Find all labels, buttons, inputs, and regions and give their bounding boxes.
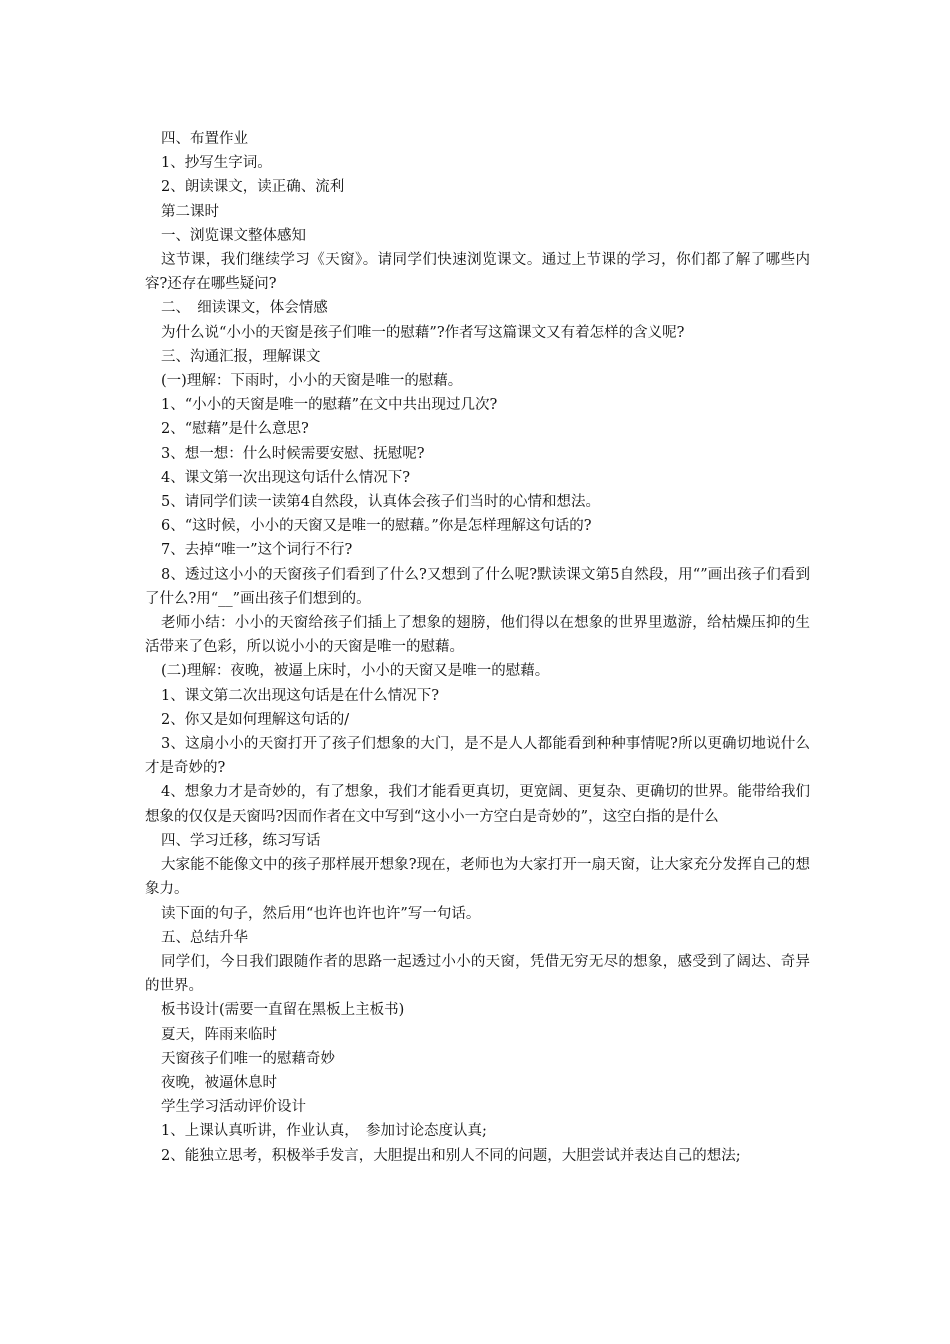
paragraph: 这节课，我们继续学习《天窗》。请同学们快速浏览课文。通过上节课的学习，你们都了解了哪些内容?还存在哪些疑问? — [145, 252, 810, 293]
paragraph: 为什么说“小小的天窗是孩子们唯一的慰藉”?作者写这篇课文又有着怎样的含义呢? — [161, 324, 685, 341]
list-item: 3、这扇小小的天窗打开了孩子们想象的大门，是不是人人都能看到种种事情呢?所以更确切地说什么才是奇妙的? — [145, 736, 810, 777]
list-item: 8、透过这小小的天窗孩子们看到了什么?又想到了什么呢?默读课文第5自然段，用“”画出孩子们看到了什么?用“__”画出孩子们想到的。 — [145, 566, 810, 607]
heading-section: 三、沟通汇报，理解课文 — [161, 348, 321, 365]
list-item: 2、能独立思考，积极举手发言，大胆提出和别人不同的问题，大胆尝试并表达自己的想法; — [161, 1147, 741, 1164]
blackboard-line: 天窗孩子们唯一的慰藉奇妙 — [161, 1050, 335, 1067]
heading-second-lesson: 第二课时 — [161, 203, 219, 220]
sub-heading: (二)理解：夜晚，被逼上床时，小小的天窗又是唯一的慰藉。 — [161, 663, 550, 680]
list-item: 1、上课认真听讲，作业认真， 参加讨论态度认真; — [161, 1123, 487, 1140]
list-item: 5、请同学们读一读第4自然段，认真体会孩子们当时的心情和想法。 — [161, 494, 600, 511]
teacher-summary: 老师小结：小小的天窗给孩子们插上了想象的翅膀，他们得以在想象的世界里遨游，给枯燥压抑的生活带来了色彩，所以说小小的天窗是唯一的慰藉。 — [145, 615, 810, 656]
heading-section: 五、总结升华 — [161, 929, 248, 946]
heading-section: 四、学习迁移，练习写话 — [161, 832, 321, 849]
list-item: 7、去掉“唯一”这个词行不行? — [161, 542, 353, 559]
list-item: 1、课文第二次出现这句话是在什么情况下? — [161, 687, 439, 704]
blackboard-line: 夜晚，被逼休息时 — [161, 1074, 277, 1091]
paragraph: 同学们，今日我们跟随作者的思路一起透过小小的天窗，凭借无穷无尽的想象，感受到了阔达、奇异的世界。 — [145, 953, 810, 995]
list-item: 6、“这时候，小小的天窗又是唯一的慰藉。”你是怎样理解这句话的? — [161, 518, 592, 535]
heading-section: 二、 细读课文，体会情感 — [161, 300, 328, 317]
list-item: 2、你又是如何理解这句话的/ — [161, 711, 350, 728]
paragraph: 读下面的句子，然后用“也许也许也许”写一句话。 — [161, 905, 481, 922]
paragraph: 大家能不能像文中的孩子那样展开想象?现在，老师也为大家打开一扇天窗，让大家充分发挥自己的想象力。 — [145, 857, 810, 898]
heading-blackboard-design: 板书设计(需要一直留在黑板上主板书) — [161, 1002, 405, 1019]
heading-section: 一、浏览课文整体感知 — [161, 227, 306, 244]
heading-assign-homework: 四、布置作业 — [161, 131, 248, 147]
heading-evaluation-design: 学生学习活动评价设计 — [161, 1099, 306, 1116]
list-item: 2、朗读课文，读正确、流利 — [161, 179, 345, 196]
list-item: 1、“小小的天窗是唯一的慰藉”在文中共出现过几次? — [161, 397, 498, 414]
list-item: 4、想象力才是奇妙的，有了想象，我们才能看更真切，更宽阔、更复杂、更确切的世界。能带给我们想象的仅仅是天窗吗?因而作者在文中写到“这小小一方空白是奇妙的”，这空白指的是什么 — [145, 784, 810, 825]
sub-heading: (一)理解：下雨时，小小的天窗是唯一的慰藉。 — [161, 373, 463, 390]
list-item: 2、“慰藉”是什么意思? — [161, 421, 309, 438]
list-item: 1、抄写生字词。 — [161, 155, 272, 172]
blackboard-line: 夏天，阵雨来临时 — [161, 1026, 277, 1043]
list-item: 3、想一想：什么时候需要安慰、抚慰呢? — [161, 445, 425, 462]
document-body — [145, 127, 810, 1168]
list-item: 4、课文第一次出现这句话什么情况下? — [161, 469, 410, 486]
